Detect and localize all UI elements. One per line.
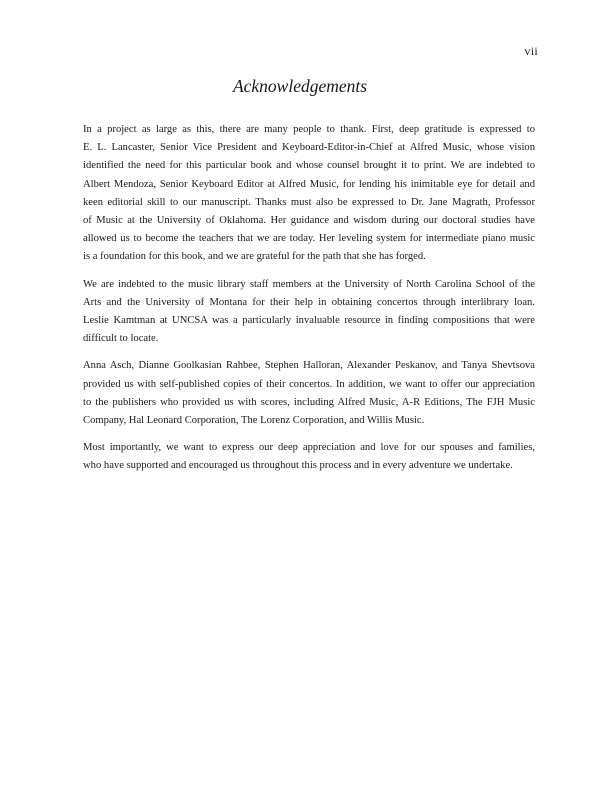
body-text — [83, 121, 535, 485]
text-line: allowed us to become the teachers that we are today. Her leveling system for intermediate piano music — [83, 233, 535, 245]
text-line: In a project as large as this, there are many people to thank. First, deep gratitude is expressed to — [83, 124, 535, 135]
text-line: identified the need for this particular book and whose counsel brought it to print. We are indebted to — [83, 160, 535, 172]
text-line: who have supported and encouraged us throughout this process and in every adventure we undertake. — [83, 460, 513, 472]
text-line: Company, Hal Leonard Corporation, The Lorenz Corporation, and Willis Music. — [83, 415, 425, 427]
paragraph-2 — [83, 276, 535, 349]
text-line: E. L. Lancaster, Senior Vice President and Keyboard-Editor-in-Chief at Alfred Music, whose vision — [83, 142, 535, 154]
page-title: Acknowledgements — [232, 76, 368, 96]
paragraph-3 — [83, 357, 535, 430]
text-line: Most importantly, we want to express our deep appreciation and love for our spouses and families, — [83, 442, 535, 454]
text-line: Albert Mendoza, Senior Keyboard Editor at Alfred Music, for lending his inimitable eye for detail and — [83, 178, 535, 190]
text-line: to the publishers who provided us with scores, including Alfred Music, A-R Editions, The FJH Music — [83, 396, 535, 408]
page-number: vii — [524, 44, 538, 58]
text-line: Arts and the University of Montana for their help in obtaining concertos through interlibrary loan. — [83, 296, 535, 308]
paragraph-4 — [83, 439, 535, 475]
text-line: of Music at the University of Oklahoma. Her guidance and wisdom during our doctoral studies have — [83, 215, 535, 227]
text-line: difficult to locate. — [83, 333, 159, 345]
text-line: is a foundation for this book, and we are grateful for the path that she has forged. — [83, 251, 426, 263]
text-line: keen editorial skill to our manuscript. Thanks must also be expressed to Dr. Jane Magrath, Professor — [83, 196, 535, 208]
text-line: Anna Asch, Dianne Goolkasian Rahbee, Stephen Halloran, Alexander Peskanov, and Tanya Shevtsova — [83, 360, 535, 372]
paragraph-1 — [83, 121, 535, 267]
text-line: Leslie Kamtman at UNCSA was a particularly invaluable resource in finding compositions that were — [83, 315, 535, 327]
text-line: provided us with self-published copies of their concertos. In addition, we want to offer our appreciation — [83, 378, 535, 390]
text-line: We are indebted to the music library staff members at the University of North Carolina School of the — [83, 278, 535, 290]
